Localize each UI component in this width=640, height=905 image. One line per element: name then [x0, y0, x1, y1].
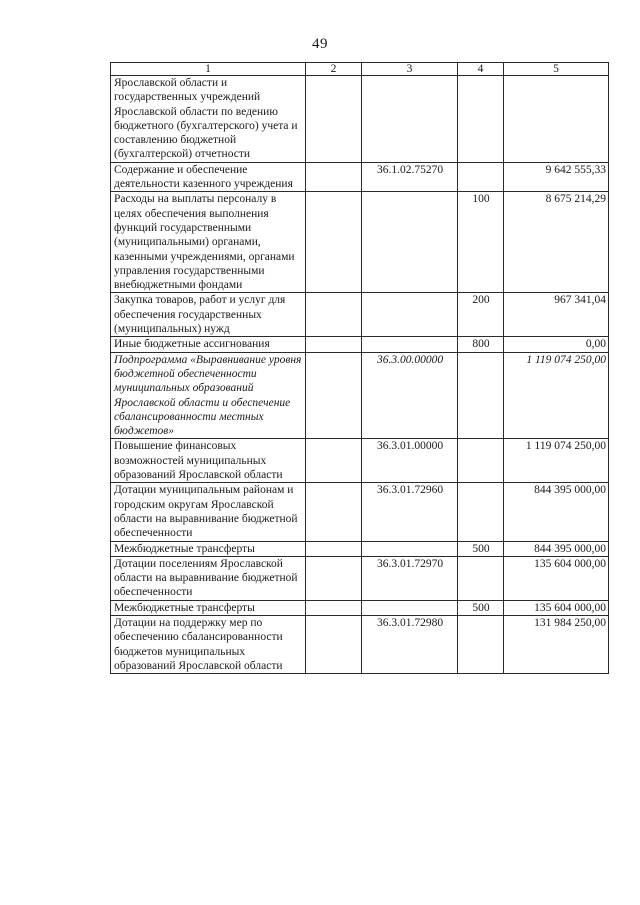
row-name: Ярославской области и государственных учреждений Ярославской области по ведению бюджетного (бухгалтерского) учета и составлению бюджетной (бухгалтерской) отчетности — [111, 76, 306, 163]
row-amount: 9 642 555,33 — [504, 162, 609, 192]
row-code: 36.3.01.00000 — [362, 439, 458, 483]
table-header-row — [111, 63, 609, 76]
row-code: 36.1.02.75270 — [362, 162, 458, 192]
row-col2 — [306, 293, 362, 337]
row-col2 — [306, 483, 362, 541]
table-row — [111, 439, 609, 483]
row-expense-type: 500 — [458, 600, 504, 615]
page-number: 49 — [312, 36, 328, 52]
header-col-5: 5 — [504, 63, 609, 76]
row-col2 — [306, 556, 362, 600]
row-col2 — [306, 600, 362, 615]
table-row — [111, 615, 609, 673]
table-row — [111, 556, 609, 600]
row-col2 — [306, 76, 362, 163]
row-amount: 8 675 214,29 — [504, 192, 609, 293]
row-col2 — [306, 541, 362, 556]
row-name: Межбюджетные трансферты — [111, 541, 306, 556]
row-expense-type — [458, 162, 504, 192]
row-expense-type: 500 — [458, 541, 504, 556]
row-col2 — [306, 352, 362, 439]
row-amount: 844 395 000,00 — [504, 483, 609, 541]
row-code — [362, 76, 458, 163]
table-row — [111, 337, 609, 352]
header-col-3: 3 — [362, 63, 458, 76]
row-amount: 1 119 074 250,00 — [504, 352, 609, 439]
row-code — [362, 337, 458, 352]
row-expense-type: 100 — [458, 192, 504, 293]
row-code: 36.3.01.72980 — [362, 615, 458, 673]
row-name: Дотации поселениям Ярославской области на выравнивание бюджетной обеспеченности — [111, 556, 306, 600]
row-code — [362, 600, 458, 615]
table-row — [111, 293, 609, 337]
row-name: Дотации на поддержку мер по обеспечению сбалансированности бюджетов муниципальных образований Ярославской области — [111, 615, 306, 673]
row-code: 36.3.01.72970 — [362, 556, 458, 600]
table-row — [111, 162, 609, 192]
header-col-4: 4 — [458, 63, 504, 76]
table-row — [111, 483, 609, 541]
row-name: Иные бюджетные ассигнования — [111, 337, 306, 352]
row-name: Содержание и обеспечение деятельности казенного учреждения — [111, 162, 306, 192]
row-col2 — [306, 615, 362, 673]
row-name: Подпрограмма «Выравнивание уровня бюджетной обеспеченности муниципальных образований Ярославской области и обеспечение сбалансированности местных бюджетов» — [111, 352, 306, 439]
table-row — [111, 352, 609, 439]
row-col2 — [306, 337, 362, 352]
row-amount — [504, 76, 609, 163]
table-row — [111, 541, 609, 556]
row-amount: 1 119 074 250,00 — [504, 439, 609, 483]
row-expense-type — [458, 615, 504, 673]
row-code: 36.3.01.72960 — [362, 483, 458, 541]
row-expense-type — [458, 483, 504, 541]
row-name: Межбюджетные трансферты — [111, 600, 306, 615]
row-name: Повышение финансовых возможностей муниципальных образований Ярославской области — [111, 439, 306, 483]
table-row — [111, 76, 609, 163]
row-code: 36.3.00.00000 — [362, 352, 458, 439]
row-col2 — [306, 439, 362, 483]
row-name: Расходы на выплаты персоналу в целях обеспечения выполнения функций государственными (муниципальными) органами, казенными учреждениями, органами управления государственными внебюджетными фондами — [111, 192, 306, 293]
row-amount: 131 984 250,00 — [504, 615, 609, 673]
header-col-1: 1 — [111, 63, 306, 76]
row-code — [362, 192, 458, 293]
row-expense-type — [458, 352, 504, 439]
header-col-2: 2 — [306, 63, 362, 76]
table-row — [111, 600, 609, 615]
row-name: Дотации муниципальным районам и городским округам Ярославской области на выравнивание бюджетной обеспеченности — [111, 483, 306, 541]
row-amount: 135 604 000,00 — [504, 556, 609, 600]
table-row — [111, 192, 609, 293]
row-amount: 967 341,04 — [504, 293, 609, 337]
row-expense-type: 200 — [458, 293, 504, 337]
row-code — [362, 293, 458, 337]
row-amount: 0,00 — [504, 337, 609, 352]
row-expense-type — [458, 439, 504, 483]
row-col2 — [306, 192, 362, 293]
row-amount: 844 395 000,00 — [504, 541, 609, 556]
row-expense-type: 800 — [458, 337, 504, 352]
row-col2 — [306, 162, 362, 192]
row-expense-type — [458, 76, 504, 163]
row-code — [362, 541, 458, 556]
row-name: Закупка товаров, работ и услуг для обеспечения государственных (муниципальных) нужд — [111, 293, 306, 337]
row-expense-type — [458, 556, 504, 600]
budget-table — [110, 62, 609, 674]
row-amount: 135 604 000,00 — [504, 600, 609, 615]
